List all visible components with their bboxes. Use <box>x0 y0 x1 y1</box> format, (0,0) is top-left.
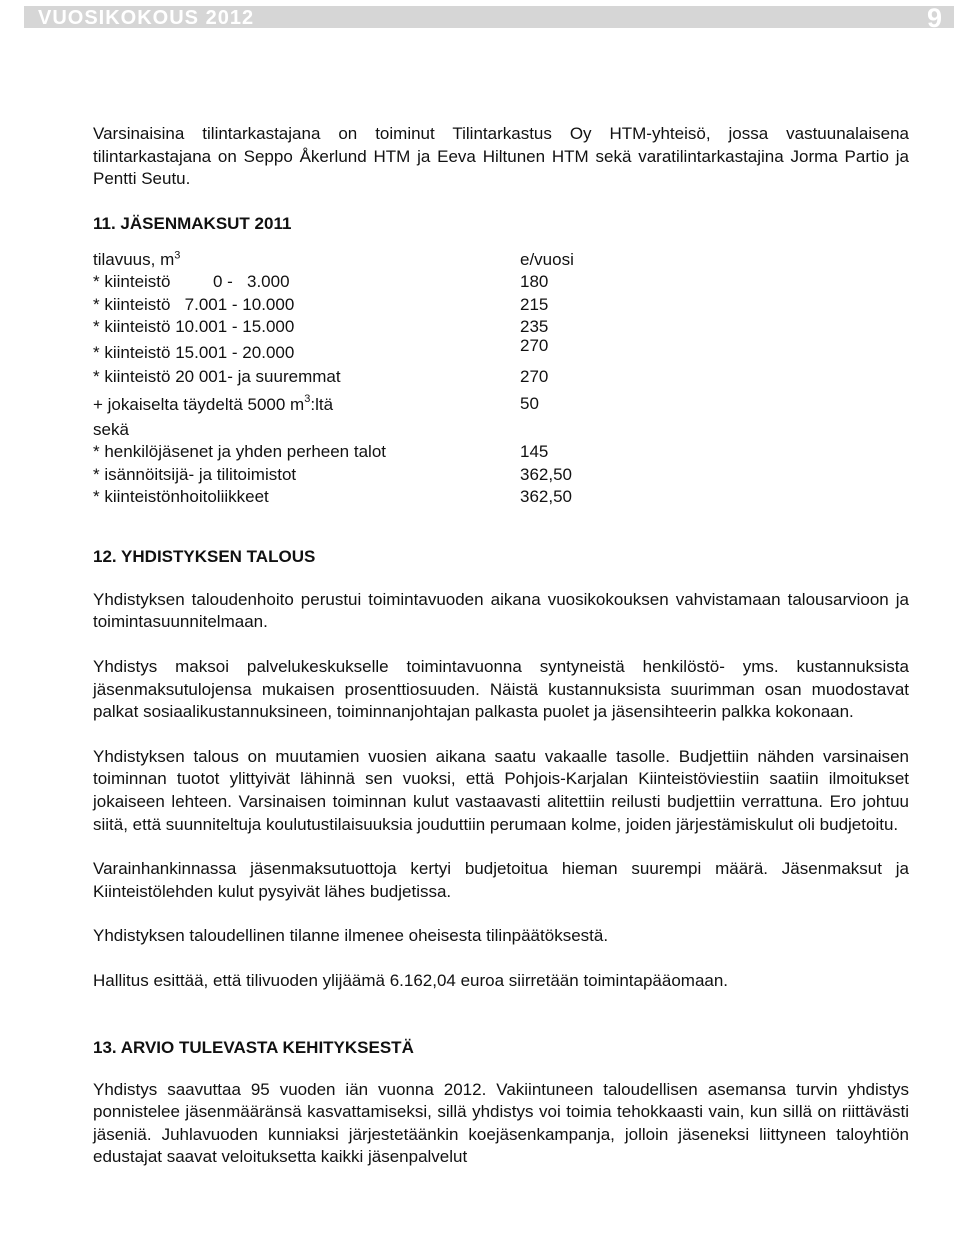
section-13-heading: 13. ARVIO TULEVASTA KEHITYKSESTÄ <box>93 1037 414 1057</box>
row-label: * kiinteistö 15.001 - 20.000 <box>93 342 295 362</box>
row-label: sekä <box>93 419 129 439</box>
table-row <box>93 462 909 485</box>
row-label: + jokaiselta täydeltä 5000 $m^3:ltä$ <box>93 392 334 414</box>
table-row <box>93 364 909 389</box>
section-12-paragraph-3: Yhdistyksen talous on muutamien vuosien aikana saatu vakaalle tasolle. Budjettiin nähden varsinaisen toiminnan tuotot ylittyivät lähinnä sen vuoksi, että Pohjois-Karjalan Kiinteistöviestiin saatiin ilmoitukset jokaiseen lehteen. Varsinaisen toiminnan kulut vastaavasti alitettiin reilusti budjettiin verrattuna. Ero johtuu siitä, että suunniteltuja koulutustilaisuuksia jouduttiin perumaan kolme, joiden järjestämiskulut oli budjetoitu. <box>93 746 909 834</box>
section-12-paragraph-2: Yhdistys maksoi palvelukeskukselle toimintavuonna syntyneistä henkilöstö- yms. kustannuksista jäsenmaksutulojensa mukaisen prosenttiosuuden. Näistä kustannuksista suurimman osan muodostavat palkat sosiaalikustannuksineen, toiminnanjohtajan palkasta puolet ja jäsensihteerin palkka kokonaan. <box>93 656 909 722</box>
row-label: * isännöitsijä- ja tilitoimistot <box>93 464 297 484</box>
row-value: 270 <box>520 335 549 355</box>
page-header <box>24 3 954 33</box>
document-body <box>93 123 909 1169</box>
section-12-paragraph-5: Yhdistyksen taloudellinen tilanne ilmenee oheisesta tilinpäätöksestä. <box>93 926 609 946</box>
row-label: * kiinteistönhoitoliikkeet <box>93 487 269 507</box>
section-12-paragraph-1: Yhdistyksen taloudenhoito perustui toimintavuoden aikana vuosikokouksen vahvistamaan talousarvioon ja toimintasuunnitelmaan. <box>93 589 909 632</box>
page-number: 9 <box>926 3 942 33</box>
intro-paragraph: Varsinaisina tilintarkastajana on toiminut Tilintarkastus Oy HTM-yhteisö, jossa vastuunalaisena tilintarkastajana on Seppo Åkerlund HTM ja Eeva Hiltunen HTM sekä varatilintarkastajina Jorma Partio ja Pentti Seutu. <box>93 124 909 189</box>
section-12-paragraph-4: Varainhankinnassa jäsenmaksutuottoja kertyi budjetoitua hieman suurempi määrä. Jäsenmaksut ja Kiinteistölehden kulut pysyivät lähes budjetissa. <box>93 859 909 901</box>
section-11-heading: 11. JÄSENMAKSUT 2011 <box>93 213 292 233</box>
table-header-row <box>93 249 909 272</box>
section-12-heading: 12. YHDISTYKSEN TALOUS <box>93 546 316 566</box>
column-header-volume: tilavuus, $m^3$ <box>93 249 181 269</box>
row-value: 362,50 <box>520 464 572 484</box>
table-row <box>93 335 909 364</box>
row-label: * henkilöjäsenet ja yhden perheen talot <box>93 442 386 462</box>
document-title: VUOSIKOKOUS 2012 <box>38 7 255 29</box>
table-row <box>93 417 909 440</box>
row-value: 50 <box>520 393 539 413</box>
row-value: 362,50 <box>520 487 572 507</box>
row-value: 215 <box>520 294 549 314</box>
row-label: * kiinteistö 10.001 - 15.000 <box>93 317 295 337</box>
row-label: * kiinteistö 7.001 - 10.000 <box>93 294 295 314</box>
table-row <box>93 484 909 507</box>
row-value: 180 <box>520 272 549 292</box>
table-row <box>93 389 909 417</box>
row-value: 145 <box>520 442 549 462</box>
table-row <box>93 271 909 294</box>
row-value: 235 <box>520 317 549 337</box>
table-row <box>93 439 909 462</box>
table-row <box>93 316 909 339</box>
row-label: * kiinteistö 20 001- ja suuremmat <box>93 366 341 386</box>
membership-fee-table <box>93 249 909 507</box>
section-12-paragraph-6: Hallitus esittää, että tilivuoden ylijäämä 6.162,04 euroa siirretään toimintapääomaan. <box>93 970 729 990</box>
table-row <box>93 294 909 317</box>
section-13-paragraph: Yhdistys saavuttaa 95 vuoden iän vuonna 2012. Vakiintuneen taloudellisen asemansa turvin yhdistys ponnistelee jäsenmääränsä kasvattamiseksi, sillä yhdistys voi toimia tehokkaasti vain, kun sillä on riittävästi jäseniä. Juhlavuoden kunniaksi järjestetäänkin koejäsenkampanja, jolloin jäseneksi liittyneen taloyhtiön edustajat saavat veloituksetta kaikki jäsenpalvelut <box>93 1079 909 1167</box>
row-label: * kiinteistö 0 - 3.000 <box>93 272 290 292</box>
column-header-fee: e/vuosi <box>520 249 574 269</box>
row-value: 270 <box>520 366 549 386</box>
